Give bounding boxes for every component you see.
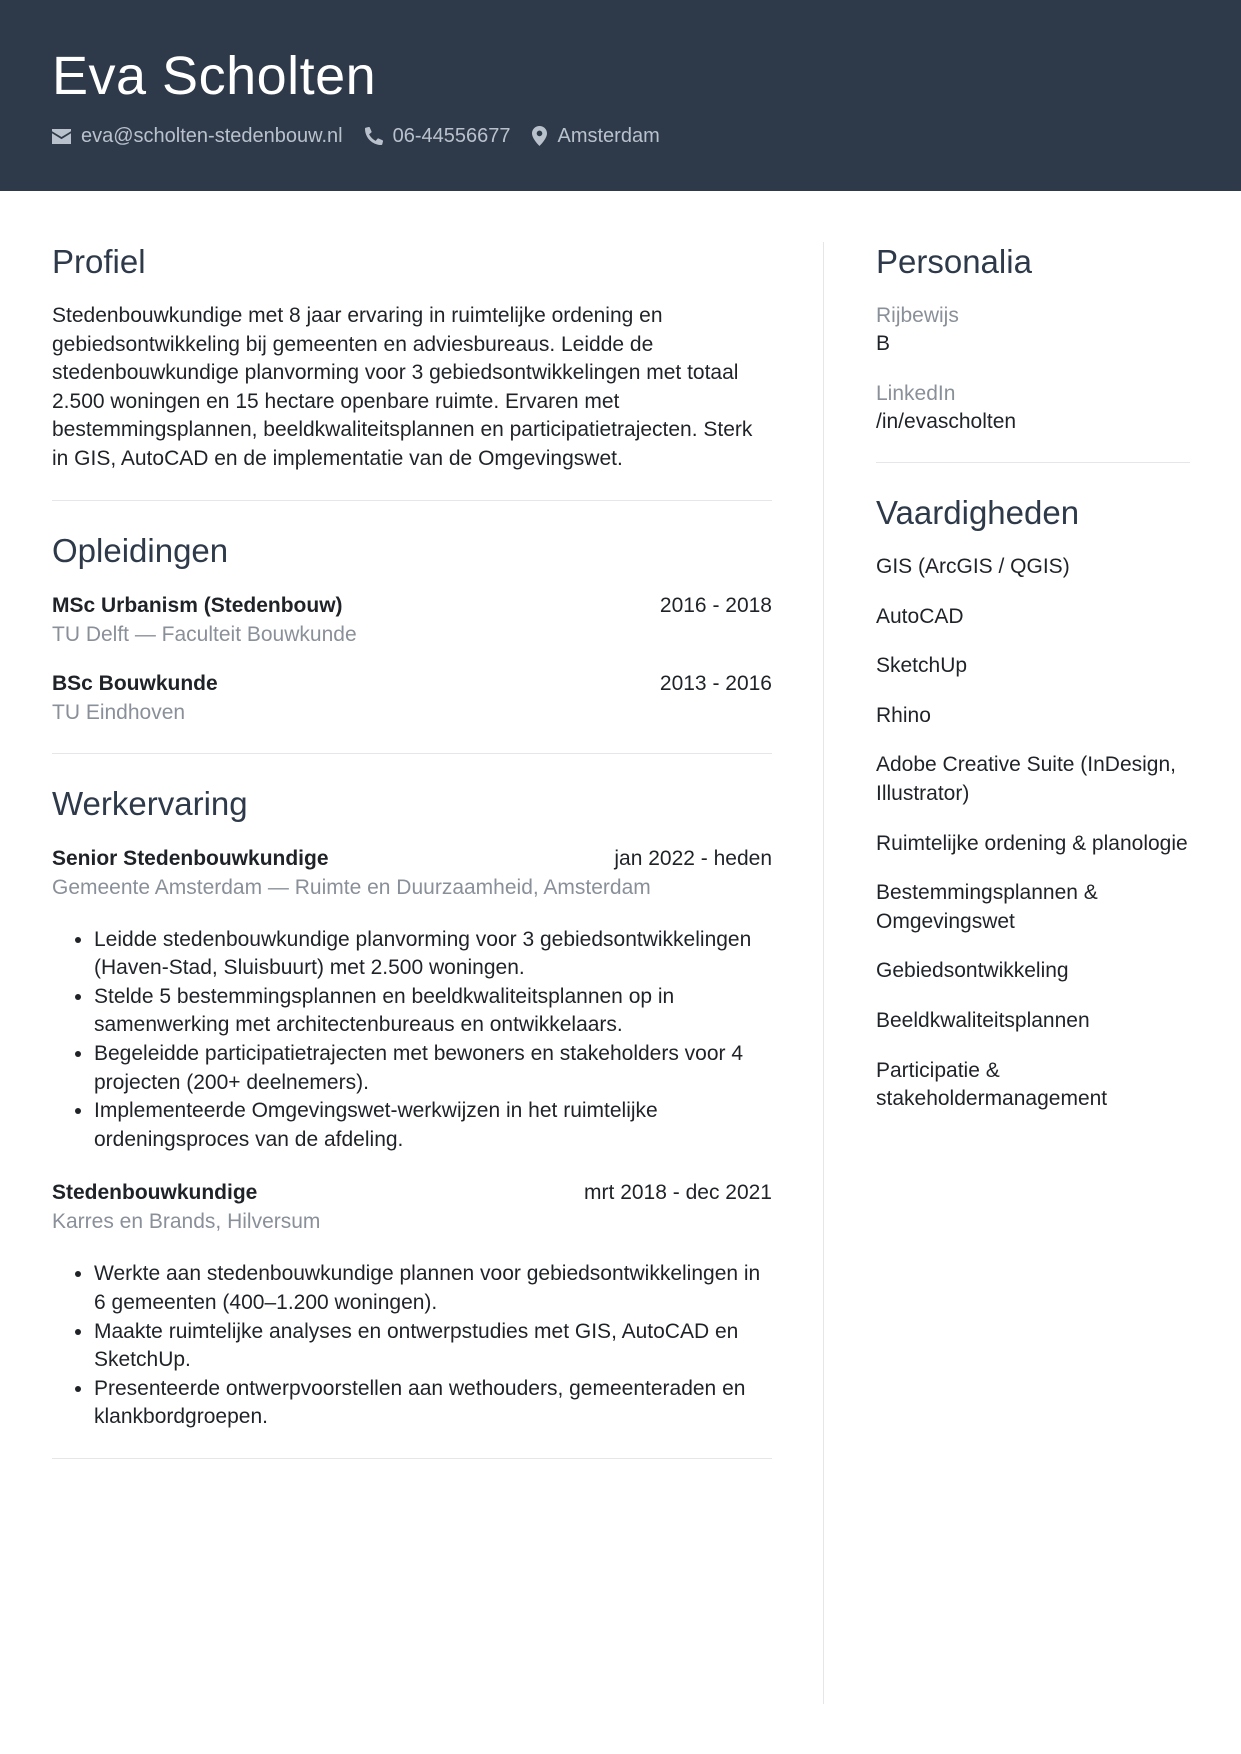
skill-item: Adobe Creative Suite (InDesign, Illustrator) xyxy=(876,753,1176,805)
education-dates: 2016 - 2018 xyxy=(659,593,772,617)
education-entry xyxy=(52,669,772,727)
personalia-label: Rijbewijs xyxy=(876,304,959,327)
side-column xyxy=(876,242,1190,1161)
personalia-section xyxy=(876,242,1190,462)
contact-location xyxy=(532,125,659,148)
email-text: eva@scholten-stedenbouw.nl xyxy=(81,124,343,147)
education-degree: BSc Bouwkunde xyxy=(52,671,218,695)
experience-org: Karres en Brands, Hilversum xyxy=(52,1210,321,1234)
list-item: • Leidde stedenbouwkundige planvorming voor 3 gebiedsontwikkelingen (Haven-Stad, Sluisbuurt) met 2.500 woningen. xyxy=(94,926,772,983)
experience-section xyxy=(52,754,772,1458)
list-item: • Presenteerde ontwerpvoorstellen aan wethouders, gemeenteraden en klankbordgroepen. xyxy=(94,1375,772,1432)
experience-entry xyxy=(52,844,772,1155)
linkedin-link[interactable]: /in/evascholten xyxy=(876,410,1017,433)
education-school: TU Delft — Faculteit Bouwkunde xyxy=(52,622,357,646)
map-pin-icon xyxy=(532,126,547,146)
skill-item: SketchUp xyxy=(876,654,968,678)
experience-role: Senior Stedenbouwkundige xyxy=(52,846,329,870)
experience-entry xyxy=(52,1178,772,1432)
experience-dates: mrt 2018 - dec 2021 xyxy=(584,1181,772,1205)
education-dates: 2013 - 2016 xyxy=(659,671,772,695)
personalia-label: LinkedIn xyxy=(876,382,956,405)
education-entry xyxy=(52,591,772,649)
contact-email[interactable] xyxy=(52,125,343,148)
envelope-icon xyxy=(52,129,71,144)
skills-section xyxy=(876,463,1190,1161)
section-title-skills: Vaardigheden xyxy=(876,494,1080,531)
personalia-value: B xyxy=(876,332,891,355)
candidate-name: Eva Scholten xyxy=(52,46,377,106)
skill-item: Participatie & stakeholdermanagement xyxy=(876,1058,1108,1111)
profile-section xyxy=(52,242,772,500)
section-title-experience: Werkervaring xyxy=(52,784,248,822)
experience-bullets xyxy=(52,926,772,1155)
section-title-education: Opleidingen xyxy=(52,531,229,569)
experience-org: Gemeente Amsterdam — Ruimte en Duurzaamheid, Amsterdam xyxy=(52,875,651,899)
profile-text: Stedenbouwkundige met 8 jaar ervaring in ruimtelijke ordening en gebiedsontwikkeling bij gemeenten en adviesbureaus. Leidde de stedenbouwkundige planvorming voor 3 gebiedsontwikkelingen met totaal 2.500 woningen en 15 hectare openbare ruimte. Ervaren met bestemmingsplannen, beeldkwaliteitsplannen en participatietrajecten. Sterk in GIS, AutoCAD en de implementatie van de Omgevingswet. xyxy=(52,304,753,470)
column-divider xyxy=(823,242,824,1704)
list-item: • Stelde 5 bestemmingsplannen en beeldkwaliteitsplannen op in samenwerking met architectenbureaus en ontwikkelaars. xyxy=(94,983,772,1040)
skill-item: GIS (ArcGIS / QGIS) xyxy=(876,555,1070,578)
skill-item: Bestemmingsplannen & Omgevingswet xyxy=(876,881,1098,933)
education-school: TU Eindhoven xyxy=(52,700,186,724)
phone-text: 06-44556677 xyxy=(392,124,511,147)
list-item: • Implementeerde Omgevingswet-werkwijzen in het ruimtelijke ordeningsproces van de afdeling. xyxy=(94,1097,772,1154)
header-banner xyxy=(0,0,1241,191)
education-degree: MSc Urbanism (Stedenbouw) xyxy=(52,593,343,617)
education-section xyxy=(52,501,772,753)
skill-item: Ruimtelijke ordening & planologie xyxy=(876,831,1188,855)
phone-icon xyxy=(365,127,383,145)
section-divider xyxy=(52,1458,772,1459)
contact-phone[interactable] xyxy=(365,125,511,148)
skill-item: AutoCAD xyxy=(876,604,964,628)
location-text: Amsterdam xyxy=(557,124,660,147)
experience-role: Stedenbouwkundige xyxy=(52,1181,258,1205)
list-item: • Werkte aan stedenbouwkundige plannen voor gebiedsontwikkelingen in 6 gemeenten (400–1.200 woningen). xyxy=(94,1260,772,1317)
experience-bullets xyxy=(52,1260,772,1432)
section-title-profile: Profiel xyxy=(52,243,146,280)
skill-item: Gebiedsontwikkeling xyxy=(876,959,1069,983)
list-item: • Maakte ruimtelijke analyses en ontwerpstudies met GIS, AutoCAD en SketchUp. xyxy=(94,1318,772,1375)
main-column xyxy=(52,242,772,1459)
skill-item: Rhino xyxy=(876,703,931,727)
contact-bar xyxy=(52,122,682,150)
section-title-personalia: Personalia xyxy=(876,243,1032,280)
skill-item: Beeldkwaliteitsplannen xyxy=(876,1008,1090,1032)
list-item: • Begeleidde participatietrajecten met bewoners en stakeholders voor 4 projecten (200+ deelnemers). xyxy=(94,1040,772,1097)
experience-dates: jan 2022 - heden xyxy=(614,846,772,870)
